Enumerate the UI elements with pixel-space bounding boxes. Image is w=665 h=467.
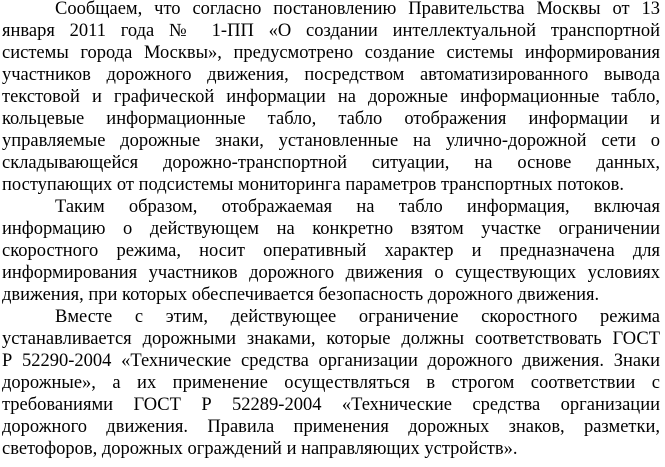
text-line: требованиями ГОСТ Р 52289-2004 «Технические средства организации (2, 395, 660, 415)
text-line: движения, при которых обеспечивается безопасность дорожного движения. (2, 285, 600, 305)
text-line: информацию о действующем на конкретно взятом участке ограничении (2, 219, 660, 239)
text-line: поступающих от подсистемы мониторинга параметров транспортных потоков. (2, 175, 624, 195)
text-line: кольцевые информационные табло, табло отображения информации и (2, 109, 660, 129)
text-line: скоростного режима, носит оперативный характер и предназначена для (2, 241, 660, 261)
text-line: светофоров, дорожных ограждений и направляющих устройств». (2, 439, 518, 459)
text-line: устанавливается дорожными знаками, которые должны соответствовать ГОСТ (2, 329, 660, 349)
text-line: управляемые дорожные знаки, установленные на улично-дорожной сети о (2, 131, 660, 151)
text-line: участников дорожного движения, посредством автоматизированного вывода (2, 65, 660, 85)
text-line: дорожные», а их применение осуществляться в строгом соответствии с (2, 373, 660, 393)
text-line: информирования участников дорожного движения о существующих условиях (2, 263, 660, 283)
text-line: Сообщаем, что согласно постановлению Правительства Москвы от 13 (55, 0, 660, 19)
text-line: складывающейся дорожно-транспортной ситуации, на основе данных, (2, 153, 660, 173)
text-line: дорожного движения. Правила применения дорожных знаков, разметки, (2, 417, 660, 437)
text-line: Р 52290-2004 «Технические средства организации дорожного движения. Знаки (2, 351, 660, 371)
text-line: Таким образом, отображаемая на табло информация, включая (55, 197, 660, 217)
text-line: текстовой и графической информации на дорожные информационные табло, (2, 87, 660, 107)
text-line: системы города Москвы», предусмотрено создание системы информирования (2, 43, 660, 63)
text-line: Вместе с этим, действующее ограничение скоростного режима (55, 307, 660, 327)
text-line: января 2011 года № 1-ПП «О создании интеллектуальной транспортной (2, 21, 660, 41)
